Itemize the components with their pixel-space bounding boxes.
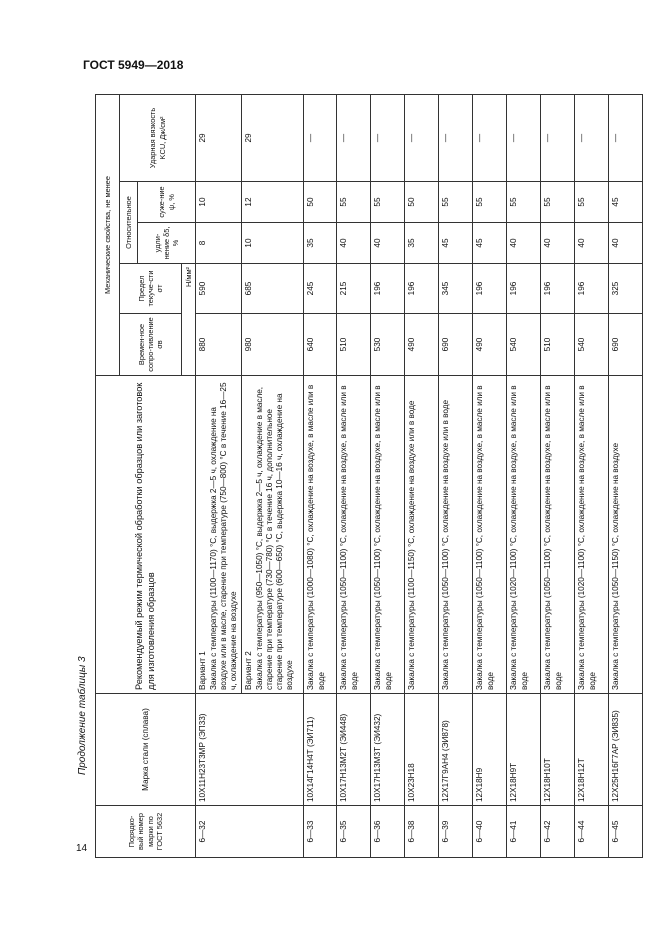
header-grade: Марка стали (сплава)	[96, 694, 196, 806]
row-treatment-mode: Закалка с температуры (1000—1080) °С, охлаждение на воздухе, в масле или в воде	[304, 376, 337, 694]
header-mode: Рекомендуемый режим термической обработки образцов или заготовок для изготовления образцов	[96, 376, 196, 694]
row-tensile: 510	[541, 314, 575, 376]
table-row	[541, 94, 575, 857]
header-tensile: Времен-ное сопро-тивление σв	[120, 314, 182, 376]
table-row	[371, 94, 405, 857]
row-elongation: 40	[609, 223, 643, 264]
row-yield: 325	[609, 264, 643, 314]
row-elongation: 35	[405, 223, 439, 264]
row-number: 6—41	[507, 806, 541, 858]
row-elongation: 40	[575, 223, 609, 264]
row-number: 6—35	[337, 806, 371, 858]
row-narrowing: 55	[507, 182, 541, 223]
row-yield: 345	[439, 264, 473, 314]
row-yield: 196	[371, 264, 405, 314]
row-treatment-mode: Закалка с температуры (1050—1100) °С, охлаждение на воздухе, в масле или в воде	[473, 376, 507, 694]
row-narrowing: 12	[242, 182, 304, 223]
header-mechanical: Механические свойства, не менее	[96, 94, 120, 375]
page-number: 14	[76, 843, 88, 854]
continuation-label: Продолжение таблицы 3	[77, 656, 88, 775]
row-yield: 196	[405, 264, 439, 314]
row-impact: —	[439, 94, 473, 181]
row-treatment-mode: Вариант 1 Закалка с температуры (1100—1170) °С, выдержка 2—5 ч, охлаждение на воздухе или в масле, старение при температуре (750—800) °С в течение 16—25 ч, охлаждение на воздухе	[196, 376, 242, 694]
table-row	[507, 94, 541, 857]
row-narrowing: 55	[473, 182, 507, 223]
row-narrowing: 50	[405, 182, 439, 223]
header-narrowing: суже-ние ψ, %	[138, 182, 196, 223]
row-narrowing: 55	[541, 182, 575, 223]
table-row	[575, 94, 609, 857]
row-impact: —	[337, 94, 371, 181]
row-elongation: 8	[196, 223, 242, 264]
row-tensile: 880	[196, 314, 242, 376]
row-number: 6—40	[473, 806, 507, 858]
row-number: 6—39	[439, 806, 473, 858]
header-units: Н/мм²	[182, 264, 196, 376]
row-treatment-mode: Закалка с температуры (1050—1100) °С, охлаждение на воздухе или в воде	[439, 376, 473, 694]
row-narrowing: 50	[304, 182, 337, 223]
row-impact: 29	[196, 94, 242, 181]
row-grade: 10Х17Н13М2Т (ЭИ448)	[337, 694, 371, 806]
row-narrowing: 55	[371, 182, 405, 223]
row-grade: 10Х17Н13М3Т (ЭИ432)	[371, 694, 405, 806]
row-yield: 685	[242, 264, 304, 314]
row-tensile: 640	[304, 314, 337, 376]
row-number: 6—45	[609, 806, 643, 858]
properties-table	[95, 94, 643, 858]
row-impact: —	[371, 94, 405, 181]
row-tensile: 540	[507, 314, 541, 376]
row-number: 6—36	[371, 806, 405, 858]
row-tensile: 690	[609, 314, 643, 376]
row-number: 6—38	[405, 806, 439, 858]
row-grade: 12Х25Н16Г7АР (ЭИ835)	[609, 694, 643, 806]
row-impact: —	[541, 94, 575, 181]
row-elongation: 40	[337, 223, 371, 264]
row-yield: 196	[473, 264, 507, 314]
table-row	[405, 94, 439, 857]
row-number: 6—42	[541, 806, 575, 858]
table-row	[473, 94, 507, 857]
row-tensile: 490	[405, 314, 439, 376]
rotated-table-wrapper	[95, 95, 621, 858]
row-grade: 12Х18Н12Т	[575, 694, 609, 806]
row-tensile: 540	[575, 314, 609, 376]
row-narrowing: 45	[609, 182, 643, 223]
row-impact: —	[405, 94, 439, 181]
header-elongation: удли-нение δ5, %	[138, 223, 196, 264]
row-narrowing: 55	[575, 182, 609, 223]
row-narrowing: 10	[196, 182, 242, 223]
row-number: 6—32	[196, 806, 304, 858]
row-treatment-mode: Закалка с температуры (1020—1100) °С, охлаждение на воздухе, в масле или в воде	[575, 376, 609, 694]
row-number: 6—44	[575, 806, 609, 858]
row-elongation: 40	[371, 223, 405, 264]
row-grade: 12Х18Н9	[473, 694, 507, 806]
row-elongation: 45	[473, 223, 507, 264]
row-grade: 12Х18Н10Т	[541, 694, 575, 806]
row-tensile: 980	[242, 314, 304, 376]
row-grade: 12Х17Г9АН4 (ЭИ878)	[439, 694, 473, 806]
row-impact: —	[473, 94, 507, 181]
row-narrowing: 55	[439, 182, 473, 223]
row-impact: —	[304, 94, 337, 181]
row-yield: 215	[337, 264, 371, 314]
row-tensile: 510	[337, 314, 371, 376]
row-tensile: 530	[371, 314, 405, 376]
row-narrowing: 55	[337, 182, 371, 223]
header-impact: Ударная вязкость KCU, Дж/см²	[120, 94, 196, 181]
row-yield: 590	[196, 264, 242, 314]
table-row	[439, 94, 473, 857]
row-grade: 10Х14Г14Н4Т (ЭИ711)	[304, 694, 337, 806]
header-relative: Относительное	[120, 182, 138, 264]
row-treatment-mode: Закалка с температуры (1100—1150) °С, охлаждение на воздухе или в воде	[405, 376, 439, 694]
row-tensile: 690	[439, 314, 473, 376]
table-row	[304, 94, 337, 857]
row-treatment-mode: Закалка с температуры (1020—1100) °С, охлаждение на воздухе, в масле или в воде	[507, 376, 541, 694]
row-impact: 29	[242, 94, 304, 181]
header-yield: Предел текуче-сти σт	[120, 264, 182, 314]
document-title: ГОСТ 5949—2018	[83, 58, 184, 72]
row-yield: 245	[304, 264, 337, 314]
row-elongation: 40	[507, 223, 541, 264]
row-treatment-mode: Закалка с температуры (1050—1150) °С, охлаждение на воздухе	[609, 376, 643, 694]
table-row	[196, 94, 242, 857]
row-yield: 196	[575, 264, 609, 314]
row-impact: —	[609, 94, 643, 181]
table-row	[609, 94, 643, 857]
header-number: Порядко-вый номер марки по ГОСТ 5632	[96, 806, 196, 858]
row-yield: 196	[507, 264, 541, 314]
row-number: 6—33	[304, 806, 337, 858]
row-elongation: 45	[439, 223, 473, 264]
row-elongation: 35	[304, 223, 337, 264]
row-treatment-mode: Закалка с температуры (1050—1100) °С, охлаждение на воздухе, в масле или в воде	[371, 376, 405, 694]
row-treatment-mode: Вариант 2 Закалка с температуры (950—1050) °С, выдержка 2—5 ч, охлаждение в масле, старение при температуре (730—780) °С в течение 16 ч, дополнительное старение при температуре (600—650) °С, выдержка 10—16 ч, охлаждение на воздухе	[242, 376, 304, 694]
row-impact: —	[575, 94, 609, 181]
row-tensile: 490	[473, 314, 507, 376]
row-grade: 12Х18Н9Т	[507, 694, 541, 806]
row-elongation: 40	[541, 223, 575, 264]
row-treatment-mode: Закалка с температуры (1050—1100) °С, охлаждение на воздухе, в масле или в воде	[541, 376, 575, 694]
row-grade: 10Х11Н23Т3МР (ЭП33)	[196, 694, 304, 806]
row-yield: 196	[541, 264, 575, 314]
row-impact: —	[507, 94, 541, 181]
row-grade: 10Х23Н18	[405, 694, 439, 806]
row-elongation: 10	[242, 223, 304, 264]
table-row	[337, 94, 371, 857]
row-treatment-mode: Закалка с температуры (1050—1100) °С, охлаждение на воздухе, в масле или в воде	[337, 376, 371, 694]
